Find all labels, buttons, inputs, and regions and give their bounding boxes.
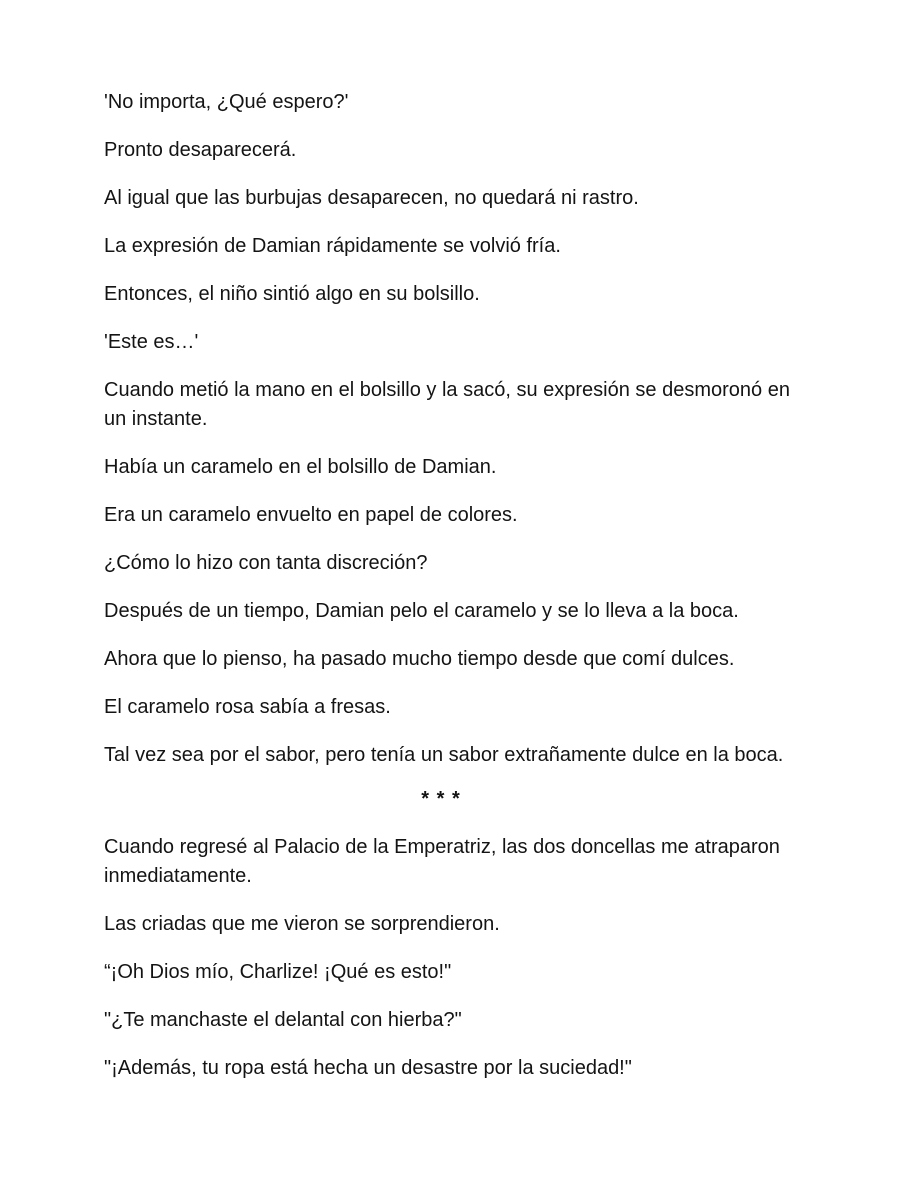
paragraph: Después de un tiempo, Damian pelo el caramelo y se lo lleva a la boca. bbox=[104, 600, 739, 622]
paragraph: Pronto desaparecerá. bbox=[104, 139, 297, 161]
document-page bbox=[104, 88, 804, 1102]
paragraph: Cuando metió la mano en el bolsillo y la sacó, su expresión se desmoronó en un instante. bbox=[104, 379, 790, 430]
paragraph: Tal vez sea por el sabor, pero tenía un sabor extrañamente dulce en la boca. bbox=[104, 744, 784, 766]
paragraph: Cuando regresé al Palacio de la Emperatriz, las dos doncellas me atraparon inmediatamente. bbox=[104, 836, 780, 887]
paragraph: Era un caramelo envuelto en papel de colores. bbox=[104, 504, 518, 526]
paragraph: 'Este es…' bbox=[104, 331, 199, 353]
scene-separator: * * * bbox=[421, 788, 461, 810]
paragraph: Entonces, el niño sintió algo en su bolsillo. bbox=[104, 283, 480, 305]
paragraph: Las criadas que me vieron se sorprendieron. bbox=[104, 913, 500, 935]
paragraph: 'No importa, ¿Qué espero?' bbox=[104, 91, 349, 113]
paragraph: Ahora que lo pienso, ha pasado mucho tiempo desde que comí dulces. bbox=[104, 648, 735, 670]
paragraph: "¡Además, tu ropa está hecha un desastre por la suciedad!" bbox=[104, 1057, 632, 1079]
paragraph: Había un caramelo en el bolsillo de Damian. bbox=[104, 456, 497, 478]
paragraph: ¿Cómo lo hizo con tanta discreción? bbox=[104, 552, 428, 574]
paragraph: “¡Oh Dios mío, Charlize! ¡Qué es esto!" bbox=[104, 961, 452, 983]
paragraph: Al igual que las burbujas desaparecen, no quedará ni rastro. bbox=[104, 187, 639, 209]
paragraph: El caramelo rosa sabía a fresas. bbox=[104, 696, 391, 718]
paragraph: "¿Te manchaste el delantal con hierba?" bbox=[104, 1009, 462, 1031]
paragraph: La expresión de Damian rápidamente se volvió fría. bbox=[104, 235, 561, 257]
